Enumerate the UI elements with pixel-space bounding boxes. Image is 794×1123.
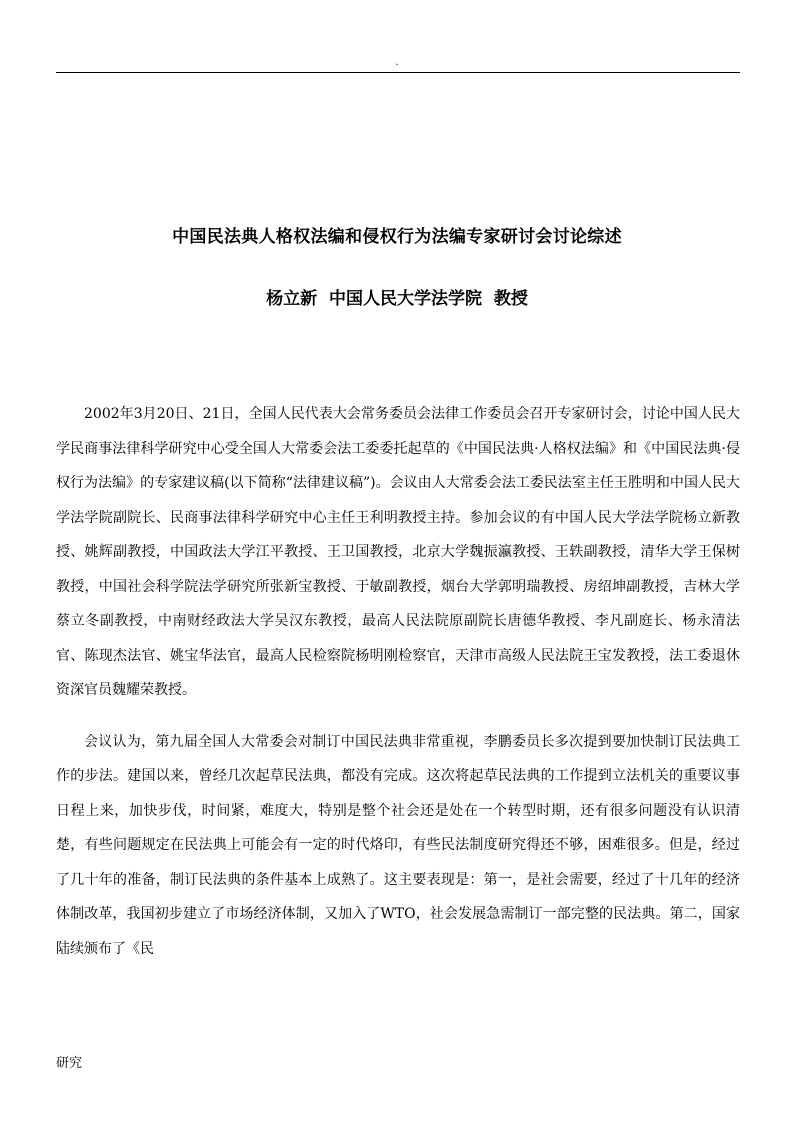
- header-mark: .: [395, 57, 399, 68]
- document-author: 杨立新 中国人民大学法学院 教授: [266, 289, 528, 309]
- document-body: [56, 397, 740, 966]
- document-title: 中国民法典人格权法编和侵权行为法编专家研讨会讨论综述: [172, 227, 622, 247]
- header-rule: [56, 72, 740, 73]
- paragraph-meeting-opinion: 会议认为，第九届全国人大常委会对制订中国民法典非常重视，李鹏委员长多次提到要加快制订民法典工作的步法。建国以来，曾经几次起草民法典，都没有完成。这次将起草民法典的工作提到立法机关的重要议事日程上来，加快步伐，时间紧，难度大，特别是整个社会还是处在一个转型时期，还有很多问题没有认识清楚，有些问题规定在民法典上可能会有一定的时代烙印，有些民法制度研究得还不够，困难很多。但是，经过了几十年的准备，制订民法典的条件基本上成熟了。这主要表现是：第一，是社会需要，经过了十几年的经济体制改革，我国初步建立了市场经济体制，又加入了WTO，社会发展急需制订一部完整的民法典。第二，国家陆续颁布了《民: [56, 733, 740, 957]
- paragraph-meeting-overview: 2002年3月20日、21日，全国人民代表大会常务委员会法律工作委员会召开专家研讨会，讨论中国人民大学民商事法律科学研究中心受全国人大常委会法工委委托起草的《中国民法典·人格权法编》和《中国民法典·侵权行为法编》的专家建议稿(以下简称“法律建议稿”)。会议由人大常委会法工委民法室主任王胜明和中国人民大学法学院副院长、民商事法律科学研究中心主任王利明教授主持。参加会议的有中国人民大学法学院杨立新教授、姚辉副教授，中国政法大学江平教授、王卫国教授，北京大学魏振瀛教授、王轶副教授，清华大学王保树教授，中国社会科学院法学研究所张新宝教授、于敏副教授，烟台大学郭明瑞教授、房绍坤副教授，吉林大学蔡立冬副教授，中南财经政法大学吴汉东教授，最高人民法院原副院长唐德华教授、李凡副庭长、杨永清法官、陈现杰法官、姚宝华法官，最高人民检察院杨明刚检察官，天津市高级人民法院王宝发教授，法工委退休资深官员魏耀荣教授。: [56, 406, 740, 698]
- page-footer: 研究: [56, 1056, 83, 1071]
